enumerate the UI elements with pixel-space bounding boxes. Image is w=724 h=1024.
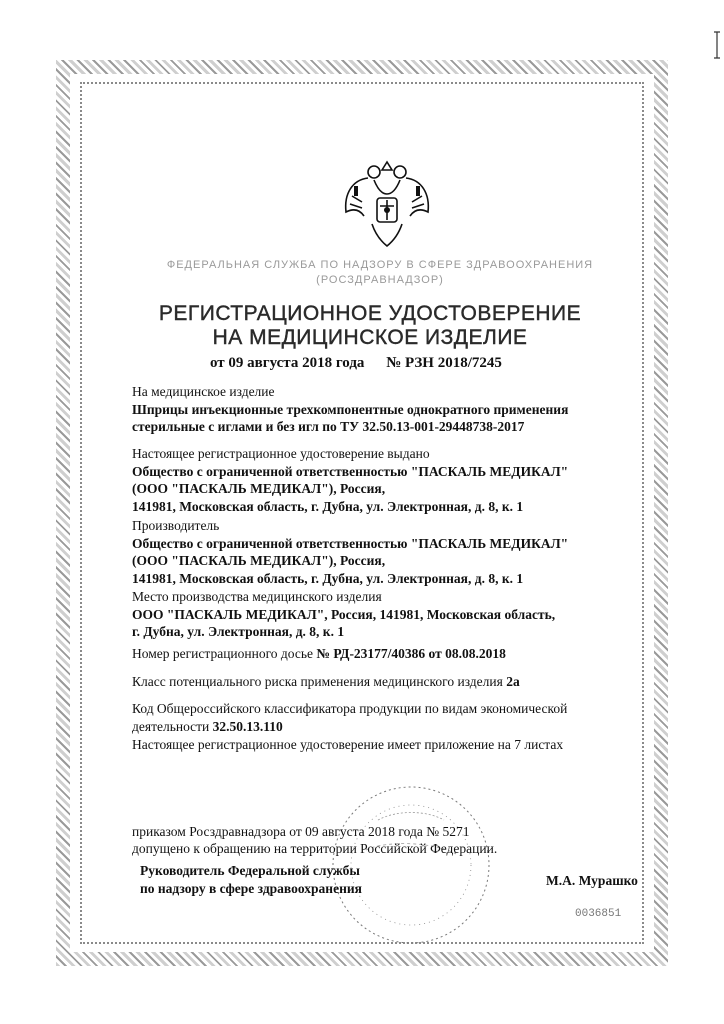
device-section [132,383,602,436]
manufacturer-line-2: (ООО "ПАСКАЛЬ МЕДИКАЛ"), Россия, [132,553,386,568]
dossier-label: Номер регистрационного досье [132,646,314,661]
issued-to-section [132,445,602,515]
order-line-1: приказом Росздравнадзора от 09 августа 2018 года № 5271 [132,824,470,839]
signatory-name: М.А. Мурашко [546,873,638,888]
okpd-label-line-2: деятельности [132,718,210,734]
certificate-dateline [210,355,502,372]
edge-mark-icon [710,30,724,60]
issued-to-line-2: (ООО "ПАСКАЛЬ МЕДИКАЛ"), Россия, [132,481,386,496]
risk-class-label: Класс потенциального риска применения медицинского изделия [132,674,503,689]
production-site-label: Место производства медицинского изделия [132,589,382,604]
issued-to-line-3: 141981, Московская область, г. Дубна, ул. Электронная, д. 8, к. 1 [132,498,524,514]
issued-to-line-1: Общество с ограниченной ответственностью "ПАСКАЛЬ МЕДИКАЛ" [132,463,569,479]
form-serial-number: 0036851 [575,908,622,920]
manufacturer-line-1: Общество с ограниченной ответственностью "ПАСКАЛЬ МЕДИКАЛ" [132,535,569,551]
device-name-line-1: Шприцы инъекционные трехкомпонентные однократного применения [132,401,569,417]
manufacturer-line-3: 141981, Московская область, г. Дубна, ул. Электронная, д. 8, к. 1 [132,570,524,586]
certificate-date: от 09 августа 2018 года [210,355,365,371]
production-site-section [132,588,602,641]
device-label: На медицинское изделие [132,384,275,399]
agency-line-1: ФЕДЕРАЛЬНАЯ СЛУЖБА ПО НАДЗОРУ В СФЕРЕ ЗДРАВООХРАНЕНИЯ [166,259,594,271]
manufacturer-section [132,517,602,587]
dossier-value: № РД-23177/40386 от 08.08.2018 [316,646,506,661]
okpd-section [132,700,602,735]
agency-name [140,258,620,288]
agency-line-2: (РОСЗДРАВНАДЗОР) [316,274,444,286]
certificate-title-line-2: НА МЕДИЦИНСКОЕ ИЗДЕЛИЕ [212,326,528,349]
risk-class-value: 2а [506,674,520,689]
coat-of-arms-icon [332,150,442,260]
dossier-section [132,645,602,663]
risk-class-section [132,673,602,691]
order-note [132,823,497,857]
manufacturer-label: Производитель [132,518,220,533]
device-name-line-2: стерильные с иглами и без игл по ТУ 32.50.13-001-29448738-2017 [132,419,525,434]
okpd-label-line-1: Код Общероссийского классификатора продукции по видам экономической [132,701,568,716]
order-line-2: допущено к обращению на территории Российской Федерации. [132,841,498,856]
issued-to-label: Настоящее регистрационное удостоверение выдано [132,446,430,461]
signatory-role-line-2: по надзору в сфере здравоохранения [140,881,362,896]
production-site-line-1: ООО "ПАСКАЛЬ МЕДИКАЛ", Россия, 141981, Московская область, [132,606,556,622]
certificate-title-line-1: РЕГИСТРАЦИОННОЕ УДОСТОВЕРЕНИЕ [158,302,582,325]
certificate-number: № РЗН 2018/7245 [386,355,502,371]
production-site-line-2: г. Дубна, ул. Электронная, д. 8, к. 1 [132,624,345,639]
appendix-note: Настоящее регистрационное удостоверение имеет приложение на 7 листах [132,737,564,752]
okpd-value: 32.50.13.110 [212,718,283,734]
signatory-role-line-1: Руководитель Федеральной службы [140,863,360,878]
signatory-role [140,862,362,898]
